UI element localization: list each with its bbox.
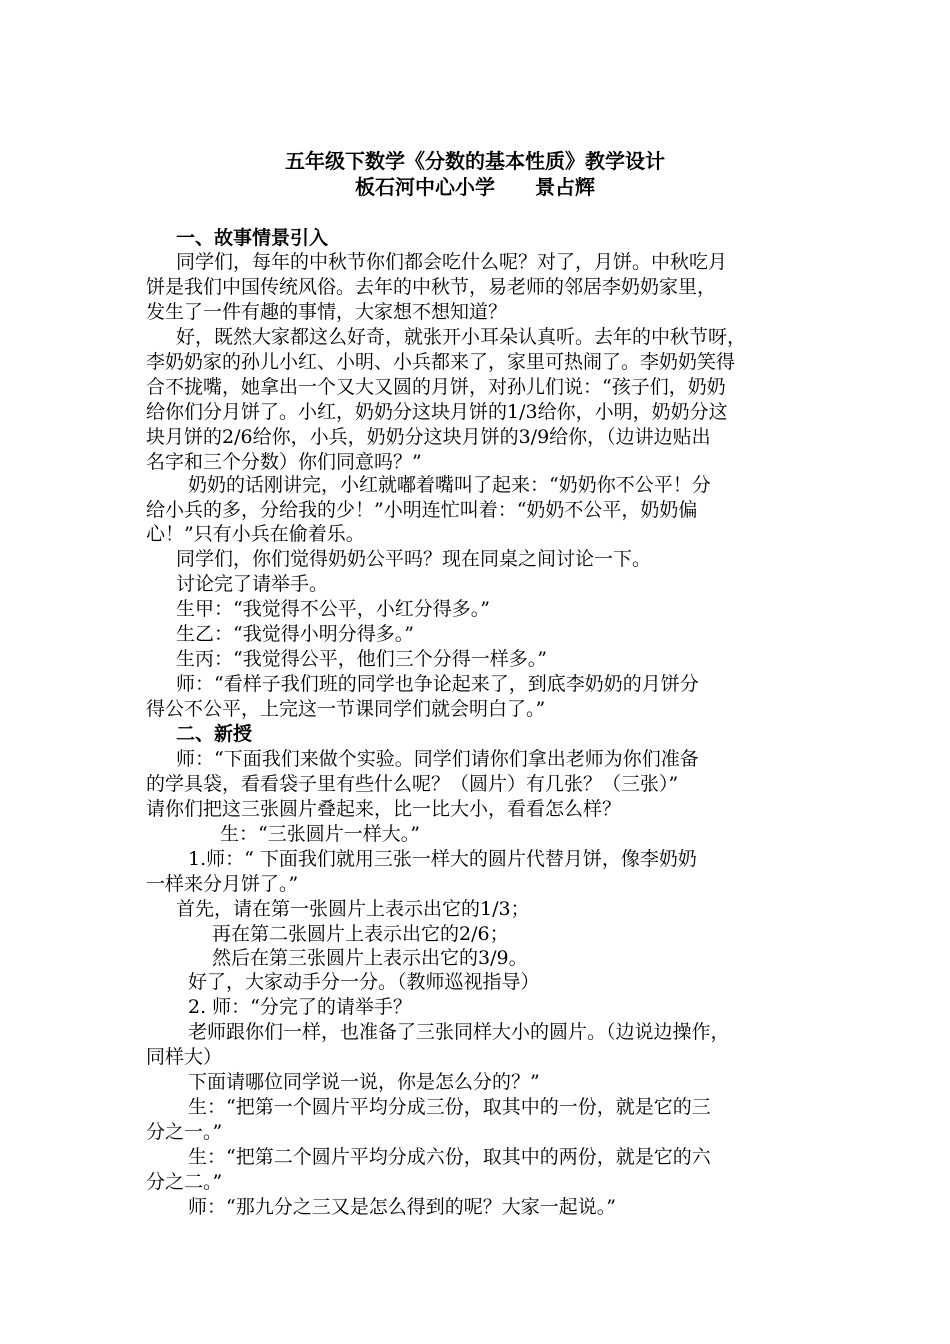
paragraph-line: 好，既然大家都这么好奇，就张开小耳朵认真听。去年的中秋节呀， bbox=[176, 326, 747, 348]
paragraph-line: 请你们把这三张圆片叠起来，比一比大小，看看怎么样？ bbox=[146, 798, 622, 820]
paragraph-line: 生：“三张圆片一样大。” bbox=[220, 823, 420, 845]
paragraph-line: 生乙：“我觉得小明分得多。” bbox=[176, 623, 414, 645]
paragraph-line: 李奶奶家的孙儿小红、小明、小兵都来了，家里可热闹了。李奶奶笑得 bbox=[146, 351, 736, 373]
paragraph-line: 同学们，你们觉得奶奶公平吗？现在同桌之间讨论一下。 bbox=[176, 548, 652, 570]
paragraph-line: 生甲：“我觉得不公平，小红分得多。” bbox=[176, 598, 490, 620]
author-line: 板石河中心小学 景占辉 bbox=[355, 175, 595, 199]
paragraph-line: 生：“把第一个圆片平均分成三份，取其中的一份，就是它的三 bbox=[188, 1096, 711, 1118]
paragraph-line: 心！”只有小兵在偷着乐。 bbox=[146, 523, 365, 545]
paragraph-line: 好了，大家动手分一分。（教师巡视指导） bbox=[188, 971, 540, 993]
paragraph-line: 1.师：“ 下面我们就用三张一样大的圆片代替月饼，像李奶奶 bbox=[188, 848, 697, 870]
paragraph-line: 合不拢嘴，她拿出一个又大又圆的月饼，对孙儿们说：“孩子们，奶奶 bbox=[146, 376, 726, 398]
paragraph-line: 师：“看样子我们班的同学也争论起来了，到底李奶奶的月饼分 bbox=[176, 673, 699, 695]
paragraph-line: 得公不公平，上完这一节课同学们就会明白了。” bbox=[146, 698, 546, 720]
paragraph-line: 2. 师：“分完了的请举手？ bbox=[188, 996, 412, 1018]
paragraph-line: 块月饼的2/6给你，小兵，奶奶分这块月饼的3/9给你，（边讲边贴出 bbox=[146, 426, 711, 448]
paragraph-line: 同学们，每年的中秋节你们都会吃什么呢？对了，月饼。中秋吃月 bbox=[176, 251, 728, 273]
paragraph-line: 首先，请在第一张圆片上表示出它的1/3； bbox=[176, 898, 530, 920]
paragraph-line: 讨论完了请举手。 bbox=[176, 573, 329, 595]
paragraph-line: 发生了一件有趣的事情，大家想不想知道？ bbox=[146, 301, 508, 323]
paragraph-line: 同样大） bbox=[146, 1046, 223, 1068]
paragraph-line: 然后在第三张圆片上表示出它的3/9。 bbox=[212, 947, 528, 969]
paragraph-line: 师：“下面我们来做个实验。同学们请你们拿出老师为你们准备 bbox=[176, 748, 699, 770]
paragraph-line: 的学具袋，看看袋子里有些什么呢？（圆片）有几张？（三张）” bbox=[146, 773, 679, 795]
section-heading-new-lesson: 二、新授 bbox=[176, 723, 253, 745]
paragraph-line: 师：“那九分之三又是怎么得到的呢？大家一起说。” bbox=[188, 1196, 616, 1218]
paragraph-line: 再在第二张圆片上表示出它的2/6； bbox=[212, 923, 509, 945]
paragraph-line: 给你们分月饼了。小红，奶奶分这块月饼的1/3给你，小明，奶奶分这 bbox=[146, 401, 728, 423]
paragraph-line: 给小兵的多，分给我的少！”小明连忙叫着：“奶奶不公平，奶奶偏 bbox=[146, 499, 698, 521]
paragraph-line: 奶奶的话刚讲完，小红就嘟着嘴叫了起来：“奶奶你不公平！分 bbox=[188, 474, 711, 496]
paragraph-line: 老师跟你们一样，也准备了三张同样大小的圆片。（边说边操作， bbox=[188, 1021, 730, 1043]
paragraph-line: 分之一。” bbox=[146, 1121, 223, 1143]
paragraph-line: 饼是我们中国传统风俗。去年的中秋节，易老师的邻居李奶奶家里， bbox=[146, 276, 717, 298]
paragraph-line: 分之二。” bbox=[146, 1171, 223, 1193]
paragraph-line: 一样来分月饼了。” bbox=[146, 873, 299, 895]
section-heading-intro: 一、故事情景引入 bbox=[176, 227, 329, 249]
paragraph-line: 生丙：“我觉得公平，他们三个分得一样多。” bbox=[176, 648, 547, 670]
paragraph-line: 生：“把第二个圆片平均分成六份，取其中的两份，就是它的六 bbox=[188, 1146, 711, 1168]
paragraph-line: 下面请哪位同学说一说，你是怎么分的？” bbox=[188, 1071, 540, 1093]
paragraph-line: 名字和三个分数）你们同意吗？” bbox=[146, 451, 422, 473]
document-title: 五年级下数学《分数的基本性质》教学设计 bbox=[285, 149, 665, 173]
